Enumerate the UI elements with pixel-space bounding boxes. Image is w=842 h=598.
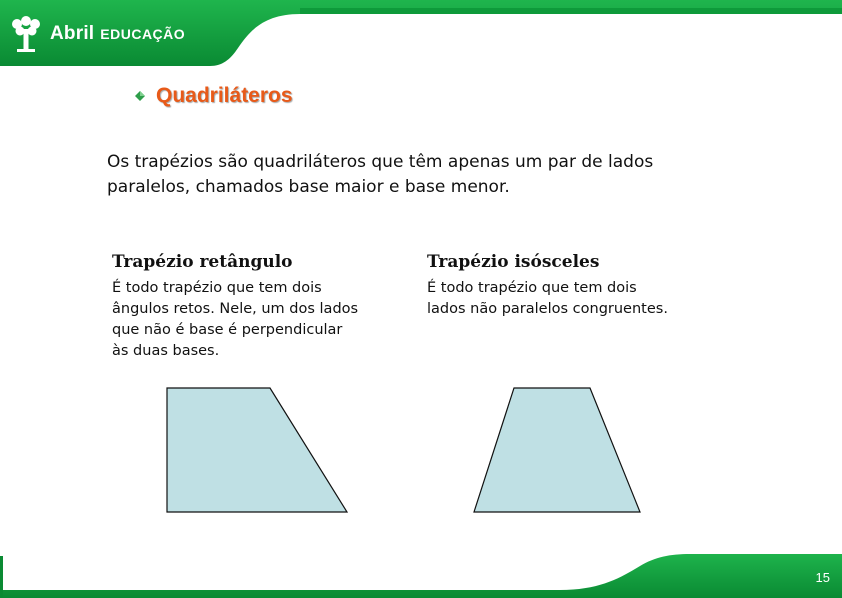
right-trapezoid-heading: Trapézio retângulo xyxy=(112,252,293,272)
isosceles-trapezoid-figure xyxy=(470,382,650,518)
isosceles-trapezoid-description: É todo trapézio que tem dois lados não paralelos congruentes. xyxy=(427,280,668,317)
page-number: 15 xyxy=(815,570,830,585)
right-trapezoid-figure xyxy=(160,382,360,518)
right-trapezoid-section xyxy=(112,252,362,362)
header-band xyxy=(0,0,842,68)
abril-educacao-logo xyxy=(8,12,185,56)
tree-icon xyxy=(8,15,44,53)
isosceles-trapezoid-heading: Trapézio isósceles xyxy=(427,252,600,272)
right-trapezoid-description: É todo trapézio que tem dois ângulos retos. Nele, um dos lados que não é base é perpendicular às duas bases. xyxy=(112,280,359,359)
brand-subtitle: EDUCAÇÃO xyxy=(100,26,186,42)
isosceles-trapezoid-section xyxy=(427,252,677,320)
diamond-bullet-icon xyxy=(134,90,146,102)
intro-paragraph: Os trapézios são quadriláteros que têm apenas um par de lados paralelos, chamados base maior e base menor. xyxy=(107,152,654,197)
slide-title: Quadriláteros xyxy=(156,84,293,107)
brand-name: Abril xyxy=(50,23,95,44)
slide-title-row xyxy=(134,84,293,108)
footer-band xyxy=(0,552,842,598)
